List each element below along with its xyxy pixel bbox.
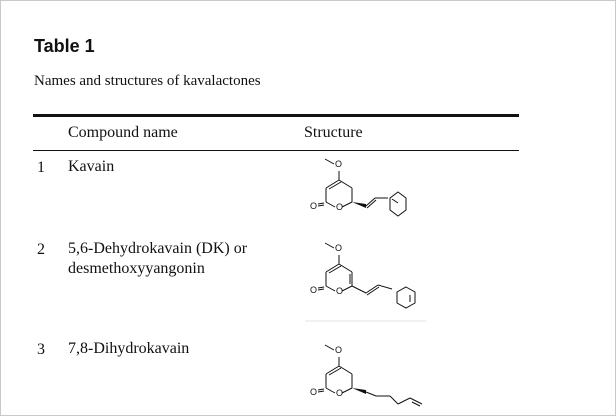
- atom-label: O: [336, 286, 344, 296]
- row-number: 3: [37, 341, 45, 358]
- row-number: 2: [37, 241, 45, 258]
- table-header-rule: [33, 150, 519, 151]
- compound-name: 7,8-Dihydrokavain: [68, 340, 190, 357]
- atom-label: O: [336, 388, 344, 398]
- atom-label: O: [310, 387, 318, 397]
- table-top-rule: [33, 114, 519, 117]
- table-caption: Names and structures of kavalactones: [34, 73, 261, 89]
- structure-dihydrokavain: [300, 340, 430, 416]
- header-structure: Structure: [304, 124, 363, 141]
- atom-label: O: [335, 243, 343, 253]
- table-label: Table 1: [34, 36, 95, 56]
- atom-label: O: [310, 201, 318, 211]
- compound-name: Kavain: [68, 158, 115, 175]
- atom-label: O: [335, 159, 343, 169]
- header-compound-name: Compound name: [68, 124, 178, 141]
- compound-name: 5,6-Dehydrokavain (DK) or desmethoxyyangonin: [68, 240, 248, 277]
- atom-label: O: [335, 345, 343, 355]
- atom-label: O: [310, 285, 318, 295]
- structure-kavain: [300, 154, 420, 234]
- structure-dehydrokavain: [300, 237, 430, 323]
- row-number: 1: [37, 159, 45, 176]
- atom-label: O: [336, 202, 344, 212]
